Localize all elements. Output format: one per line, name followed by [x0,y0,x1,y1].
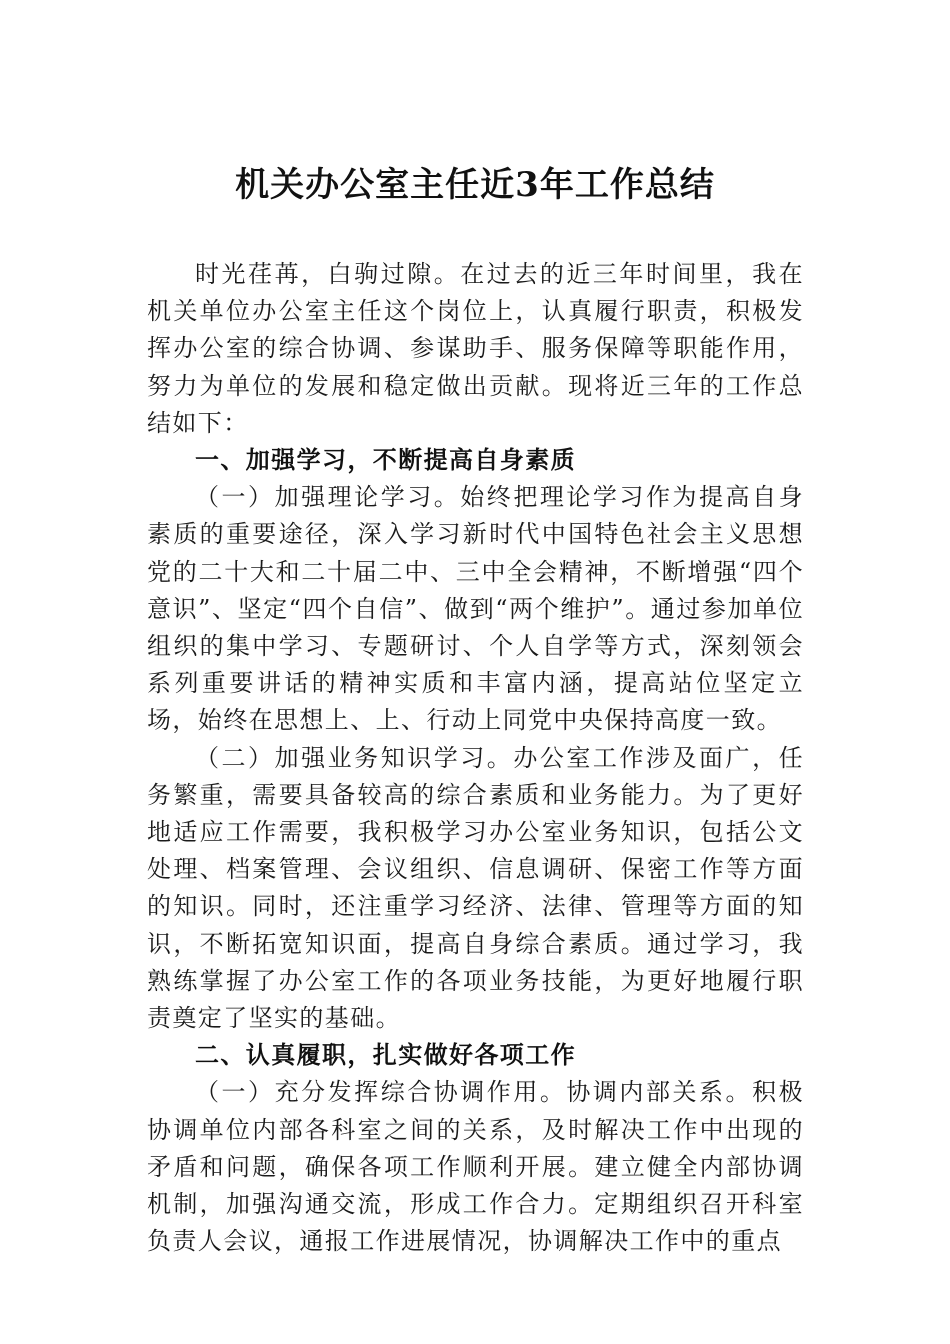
document-body [147,256,804,1260]
section1-paragraph-1: （一）加强理论学习。始终把理论学习作为提高自身素质的重要途径，深入学习新时代中国特色社会主义思想党的二十大和二十届二中、三中全会精神，不断增强“四个意识”、坚定“四个自信”、做到“两个维护”。通过参加单位组织的集中学习、专题研讨、个人自学等方式，深刻领会系列重要讲话的精神实质和丰富内涵，提高站位坚定立场，始终在思想上、上、行动上同党中央保持高度一致。 [147,483,804,735]
section-heading-2: 二、认真履职，扎实做好各项工作 [195,1041,576,1070]
section2-paragraph-1: （一）充分发挥综合协调作用。协调内部关系。积极协调单位内部各科室之间的关系，及时解决工作中出现的矛盾和问题，确保各项工作顺利开展。建立健全内部协调机制，加强沟通交流，形成工作合力。定期组织召开科室负责人会议，通报工作进展情况，协调解决工作中的重点 [147,1078,804,1256]
intro-paragraph: 时光荏苒，白驹过隙。在过去的近三年时间里，我在机关单位办公室主任这个岗位上，认真履行职责，积极发挥办公室的综合协调、参谋助手、服务保障等职能作用，努力为单位的发展和稳定做出贡献。现将近三年的工作总结如下： [147,260,804,437]
section1-paragraph-2: （二）加强业务知识学习。办公室工作涉及面广，任务繁重，需要具备较高的综合素质和业务能力。为了更好地适应工作需要，我积极学习办公室业务知识，包括公文处理、档案管理、会议组织、信息调研、保密工作等方面的知识。同时，还注重学习经济、法律、管理等方面的知识，不断拓宽知识面，提高自身综合素质。通过学习，我熟练掌握了办公室工作的各项业务技能，为更好地履行职责奠定了坚实的基础。 [147,743,804,1033]
section-heading-1: 一、加强学习，不断提高自身素质 [195,446,576,475]
document-title: 机关办公室主任近3年工作总结 [235,165,715,205]
